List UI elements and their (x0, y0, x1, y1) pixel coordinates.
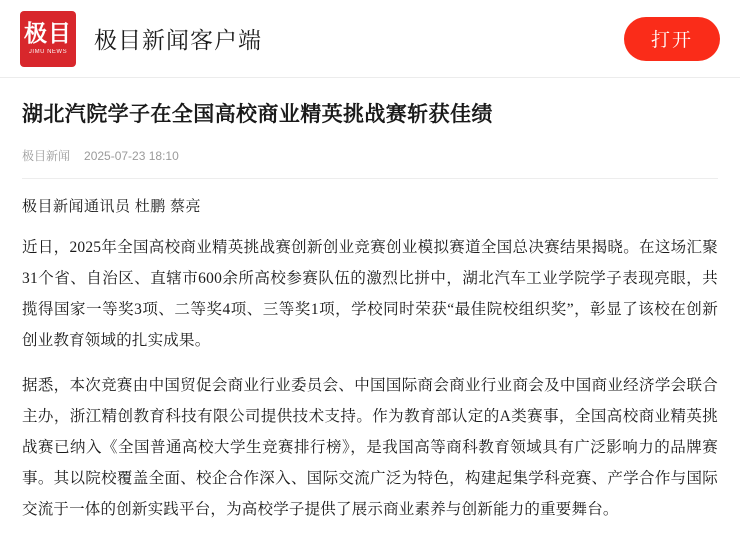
article-headline: 湖北汽院学子在全国高校商业精英挑战赛斩获佳绩 (22, 102, 493, 126)
logo-main-text: 极目 (24, 20, 72, 46)
article-paragraph: 据悉，本次竞赛由中国贸促会商业行业委员会、中国国际商会商业行业商会及中国商业经济学会联合主办，浙江精创教育科技有限公司提供技术支持。作为教育部认定的A类赛事，全国高校商业精英挑战赛已纳入《全国普通高校大学生竞赛排行榜》，是我国高等商科教育领域具有广泛影响力的品牌赛事。其以院校覆盖全面、校企合作深入、国际交流广泛为特色，构建起集学科竞赛、产学合作与国际交流于一体的创新实践平台，为高校学子提供了展示商业素养与创新能力的重要舞台。 (22, 377, 718, 519)
logo-sub-text: JIMU NEWS (28, 49, 68, 56)
app-header (0, 0, 740, 78)
article-container (0, 78, 740, 525)
jimu-news-logo (20, 11, 76, 67)
article-paragraph: 近日，2025年全国高校商业精英挑战赛创新创业竞赛创业模拟赛道全国总决赛结果揭晓。在这场汇聚31个省、自治区、直辖市600余所高校参赛队伍的激烈比拼中，湖北汽车工业学院学子表现亮眼，共揽得国家一等奖3项、二等奖4项、三等奖1项，学校同时荣获“最佳院校组织奖”，彰显了该校在创新创业教育领域的扎实成果。 (22, 239, 718, 350)
article-meta (22, 147, 718, 179)
open-app-button[interactable]: 打开 (624, 17, 720, 61)
article-timestamp: 2025-07-23 18:10 (84, 148, 179, 163)
article-byline: 极目新闻通讯员 杜鹏 蔡亮 (22, 199, 202, 216)
article-source: 极目新闻 (22, 149, 71, 164)
app-title: 极目新闻客户端 (94, 28, 262, 53)
